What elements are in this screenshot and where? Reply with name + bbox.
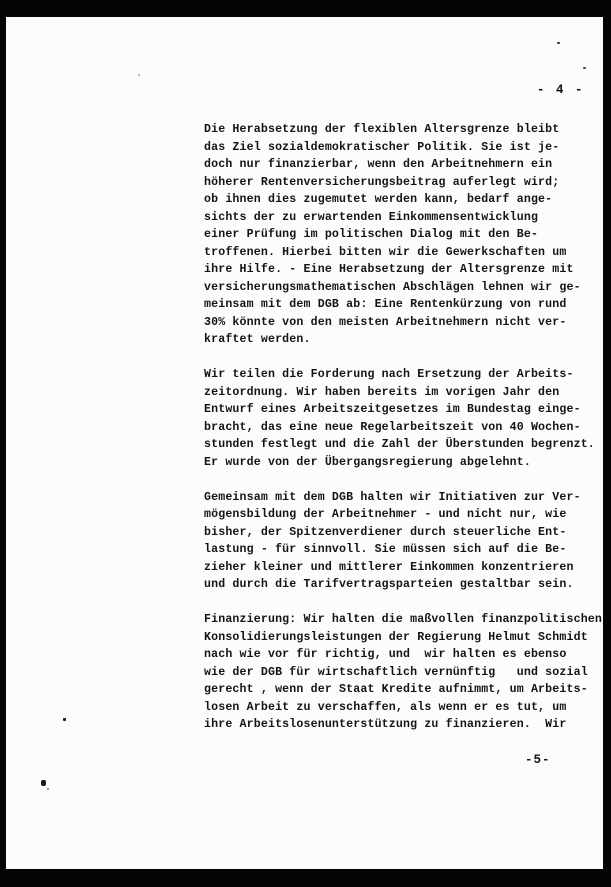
paragraph [204, 611, 604, 734]
text-line: lastung - für sinnvoll. Sie müssen sich auf die Be- [204, 543, 567, 556]
text-line: bracht, das eine neue Regelarbeitszeit von 40 Wochen- [204, 420, 581, 434]
text-line: Er wurde von der Übergangsregierung abgelehnt. [204, 455, 531, 469]
text-line: ihre Arbeitslosenunterstützung zu finanzieren. Wir [204, 718, 567, 731]
text-line: ob ihnen dies zugemutet werden kann, bedarf ange- [204, 193, 553, 206]
paragraph [204, 366, 604, 471]
text-line: mögensbildung der Arbeitnehmer - und nicht nur, wie [204, 508, 567, 521]
text-line: losen Arbeit zu verschaffen, als wenn er es tut, um [204, 700, 567, 714]
text-line: Finanzierung: Wir halten die maßvollen finanzpolitischen [204, 613, 603, 626]
text-line: höherer Rentenversicherungsbeitrag auferlegt wird; [204, 175, 560, 189]
text-line: das Ziel sozialdemokratischer Politik. Sie ist je- [204, 140, 560, 154]
text-line: bisher, der Spitzenverdiener durch steuerliche Ent- [204, 525, 567, 539]
text-line: sichts der zu erwartenden Einkommensentwicklung [204, 210, 539, 224]
text-line: meinsam mit dem DGB ab: Eine Rentenkürzung von rund [204, 298, 567, 311]
text-line: zieher kleiner und mittlerer Einkommen konzentrieren [204, 560, 574, 574]
document-page [6, 17, 603, 869]
scan-noise-speck [63, 718, 66, 721]
page-number-footer: -5- [525, 753, 551, 767]
text-line: Konsolidierungsleistungen der Regierung Helmut Schmidt [204, 630, 588, 644]
text-line: nach wie vor für richtig, und wir halten es ebenso [204, 648, 567, 661]
text-line: und durch die Tarifvertragsparteien gestaltbar sein. [204, 578, 574, 591]
paragraph [204, 121, 604, 349]
typewritten-text-block [204, 121, 604, 734]
scan-noise-speck [138, 74, 140, 76]
text-line: Wir teilen die Forderung nach Ersetzung der Arbeits- [204, 368, 574, 381]
text-line: doch nur finanzierbar, wenn den Arbeitnehmern ein [204, 158, 553, 171]
scan-noise-speck [47, 788, 49, 790]
scan-noise-speck [583, 67, 586, 69]
scan-noise-speck [557, 42, 560, 44]
text-line: stunden festlegt und die Zahl der Überstunden begrenzt. [204, 438, 595, 451]
text-line: Gemeinsam mit dem DGB halten wir Initiativen zur Ver- [204, 490, 581, 504]
text-line: einer Prüfung im politischen Dialog mit den Be- [204, 228, 539, 241]
text-line: gerecht , wenn der Staat Kredite aufnimmt, um Arbeits- [204, 683, 588, 696]
text-line: wie der DGB für wirtschaftlich vernünftig und sozial [204, 665, 588, 679]
text-line: Die Herabsetzung der flexiblen Altersgrenze bleibt [204, 123, 560, 136]
text-line: kraftet werden. [204, 333, 311, 346]
page-number-header: - 4 - [537, 83, 585, 97]
text-line: zeitordnung. Wir haben bereits im vorigen Jahr den [204, 385, 560, 399]
text-line: 30% könnte von den meisten Arbeitnehmern nicht ver- [204, 315, 567, 329]
paragraph [204, 489, 604, 594]
text-line: troffenen. Hierbei bitten wir die Gewerkschaften um [204, 245, 567, 259]
scan-noise-speck [41, 780, 46, 786]
text-line: Entwurf eines Arbeitszeitgesetzes im Bundestag einge- [204, 403, 581, 416]
text-line: ihre Hilfe. - Eine Herabsetzung der Altersgrenze mit [204, 263, 574, 276]
text-line: versicherungsmathematischen Abschlägen lehnen wir ge- [204, 280, 581, 294]
